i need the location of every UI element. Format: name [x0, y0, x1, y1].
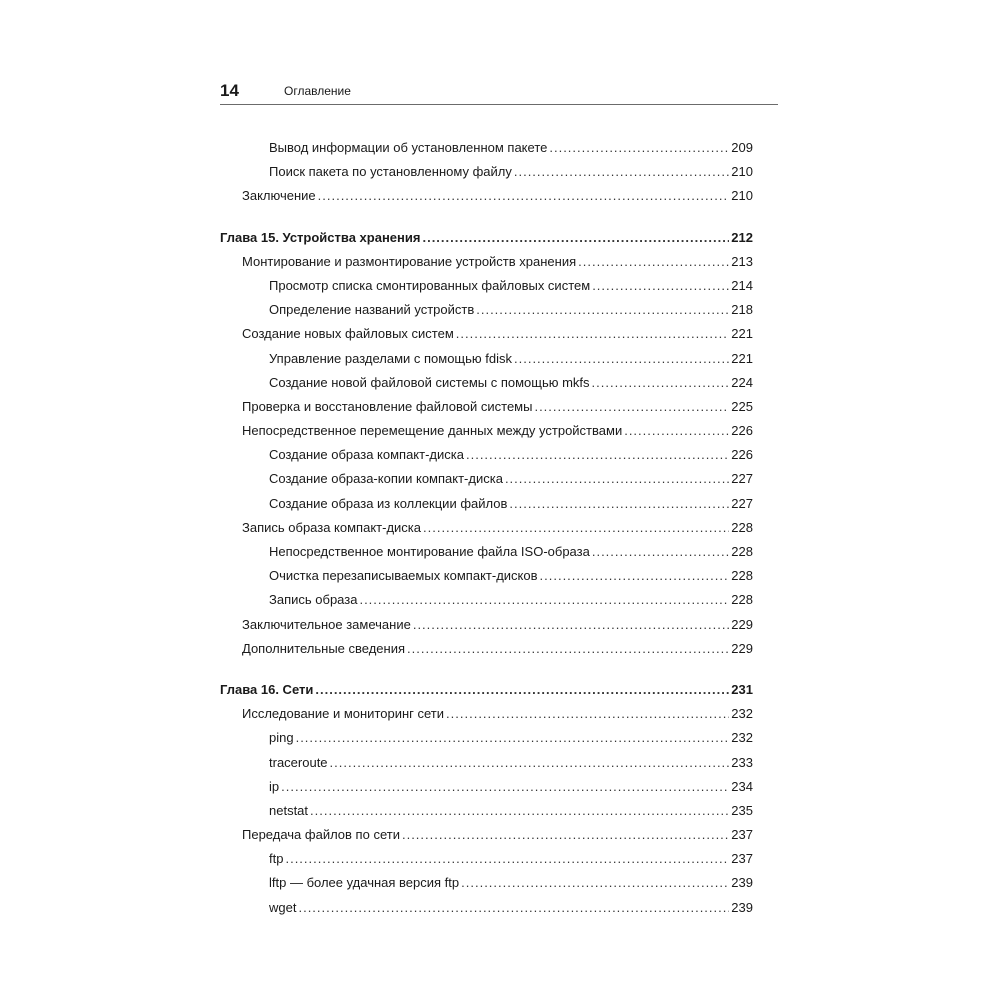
toc-entry-page: 234 [731, 778, 753, 794]
toc-entry-title: Проверка и восстановление файловой системы [242, 398, 533, 414]
dot-leader [422, 226, 729, 250]
toc-entry-page: 228 [731, 592, 753, 608]
toc-entry-page: 214 [731, 277, 753, 293]
toc-entry-page: 212 [731, 229, 753, 245]
toc-entry-page: 213 [731, 253, 753, 269]
toc-entry [220, 347, 753, 371]
toc-entry-title: Создание образа компакт-диска [269, 447, 464, 463]
toc-entry-title: Определение названий устройств [269, 302, 475, 318]
running-title: Оглавление [284, 84, 351, 98]
toc-entry-page: 232 [731, 706, 753, 722]
toc-entry-page: 239 [731, 899, 753, 915]
dot-leader [461, 871, 729, 895]
dot-leader [407, 637, 729, 661]
toc-entry [220, 160, 753, 184]
toc-entry-title: Глава 16. Сети [220, 681, 314, 697]
toc-entry-title: Монтирование и размонтирование устройств хранения [242, 253, 577, 269]
dot-leader [592, 371, 730, 395]
dot-leader [624, 419, 729, 443]
toc-entry [220, 799, 753, 823]
toc-entry [220, 516, 753, 540]
toc-entry [220, 274, 753, 298]
toc-entry-page: 237 [731, 827, 753, 843]
toc-entry-page: 225 [731, 398, 753, 414]
dot-leader [296, 726, 730, 750]
page-number: 14 [220, 81, 239, 100]
dot-leader [466, 443, 729, 467]
toc-entry-title: Управление разделами с помощью fdisk [269, 350, 512, 366]
toc-entry-page: 221 [731, 350, 753, 366]
toc-entry [220, 775, 753, 799]
toc-entry [220, 588, 753, 612]
toc-entry-page: 228 [731, 544, 753, 559]
toc-entry [220, 419, 753, 443]
dot-leader [509, 492, 729, 516]
toc-entry-page: 210 [731, 188, 753, 204]
toc-entry-page: 237 [731, 851, 753, 867]
toc-entry-title: Поиск пакета по установленному файлу [269, 164, 512, 180]
toc-entry-title: Заключительное замечание [242, 616, 411, 632]
toc-entry-page: 224 [731, 374, 753, 390]
toc-entry [220, 298, 753, 322]
toc-entry [220, 250, 753, 274]
toc-entry-title: Непосредственное монтирование файла ISO-образа [269, 544, 590, 559]
toc-entry [220, 637, 753, 661]
toc-entry-title: lftp — более удачная версия ftp [269, 875, 460, 891]
toc-entry-page: 232 [731, 730, 753, 746]
dot-leader [578, 250, 729, 274]
toc-entry [220, 467, 753, 491]
toc-entry [220, 540, 753, 564]
dot-leader [514, 160, 729, 184]
toc-entry-title: Очистка перезаписываемых компакт-дисков [269, 568, 538, 584]
toc-entry-title: Вывод информации об установленном пакете [269, 140, 548, 155]
dot-leader [446, 702, 729, 726]
dot-leader [281, 775, 729, 799]
toc-entry-page: 221 [731, 326, 753, 342]
dot-leader [318, 184, 730, 208]
toc-entry-page: 227 [731, 495, 753, 511]
dot-leader [423, 516, 729, 540]
toc-entry [220, 871, 753, 895]
dot-leader [456, 322, 730, 346]
dot-leader [534, 395, 729, 419]
dot-leader [540, 564, 730, 588]
toc-entry-page: 229 [731, 616, 753, 632]
dot-leader [310, 799, 729, 823]
dot-leader [592, 274, 729, 298]
toc-entry-page: 209 [731, 140, 753, 155]
toc-entry-page: 229 [731, 640, 753, 656]
toc-entry-title: Создание новых файловых систем [242, 326, 454, 342]
toc-entry-title: Заключение [242, 188, 316, 204]
toc-entry [220, 751, 753, 775]
toc-entry [220, 613, 753, 637]
toc-entry-page: 228 [731, 568, 753, 584]
dot-leader [285, 847, 729, 871]
dot-leader [359, 588, 729, 612]
dot-leader [298, 896, 729, 920]
dot-leader [315, 678, 729, 702]
dot-leader [413, 613, 729, 637]
toc-entry-title: Создание образа из коллекции файлов [269, 495, 508, 511]
toc-entry [220, 443, 753, 467]
toc-entry [220, 702, 753, 726]
toc-entry-page: 210 [731, 164, 753, 180]
toc-entry-title: ip [269, 778, 280, 794]
toc-entry-title: Запись образа [269, 592, 358, 608]
toc-entry-title: Исследование и мониторинг сети [242, 706, 445, 722]
toc-entry-page: 227 [731, 471, 753, 487]
dot-leader [592, 540, 729, 564]
toc-entry-title: Передача файлов по сети [242, 827, 400, 843]
toc-entry [220, 371, 753, 395]
toc-entry-title: ftp [269, 851, 284, 867]
page-header [220, 80, 778, 105]
dot-leader [549, 136, 729, 160]
toc-entry-title: Просмотр списка смонтированных файловых систем [269, 277, 591, 293]
dot-leader [514, 347, 729, 371]
toc-entry-page: 218 [731, 302, 753, 318]
toc-entry-page: 235 [731, 802, 753, 818]
toc-entry-title: Непосредственное перемещение данных между устройствами [242, 423, 623, 439]
toc-entry-page: 231 [731, 681, 753, 697]
toc-entry-page: 233 [731, 754, 753, 770]
dot-leader [402, 823, 729, 847]
toc-entry-title: ping [269, 730, 294, 746]
toc-entry [220, 184, 753, 208]
toc-entry [220, 564, 753, 588]
toc-entry-page: 239 [731, 875, 753, 891]
toc-entry [220, 322, 753, 346]
toc-entry [220, 136, 753, 160]
toc-entry-title: Создание новой файловой системы с помощью mkfs [269, 374, 590, 390]
toc-entry-title: wget [269, 899, 297, 915]
toc-entry-page: 226 [731, 423, 753, 439]
toc-entry [220, 823, 753, 847]
toc-entry-title: Глава 15. Устройства хранения [220, 229, 421, 245]
toc-chapter-entry [220, 678, 753, 702]
toc-chapter-entry [220, 226, 753, 250]
toc-entry [220, 492, 753, 516]
dot-leader [476, 298, 729, 322]
toc-entry [220, 726, 753, 750]
dot-leader [330, 751, 730, 775]
toc-entry [220, 395, 753, 419]
toc-entry-page: 226 [731, 447, 753, 463]
toc-entry [220, 896, 753, 920]
toc-entry-title: traceroute [269, 754, 328, 770]
toc-entry-title: Дополнительные сведения [242, 640, 406, 656]
toc-entry-title: Запись образа компакт-диска [242, 519, 421, 535]
toc-entry-page: 228 [731, 519, 753, 535]
toc-entry [220, 847, 753, 871]
dot-leader [505, 467, 729, 491]
toc-entry-title: Создание образа-копии компакт-диска [269, 471, 503, 487]
table-of-contents [220, 136, 753, 920]
toc-entry-title: netstat [269, 802, 309, 818]
